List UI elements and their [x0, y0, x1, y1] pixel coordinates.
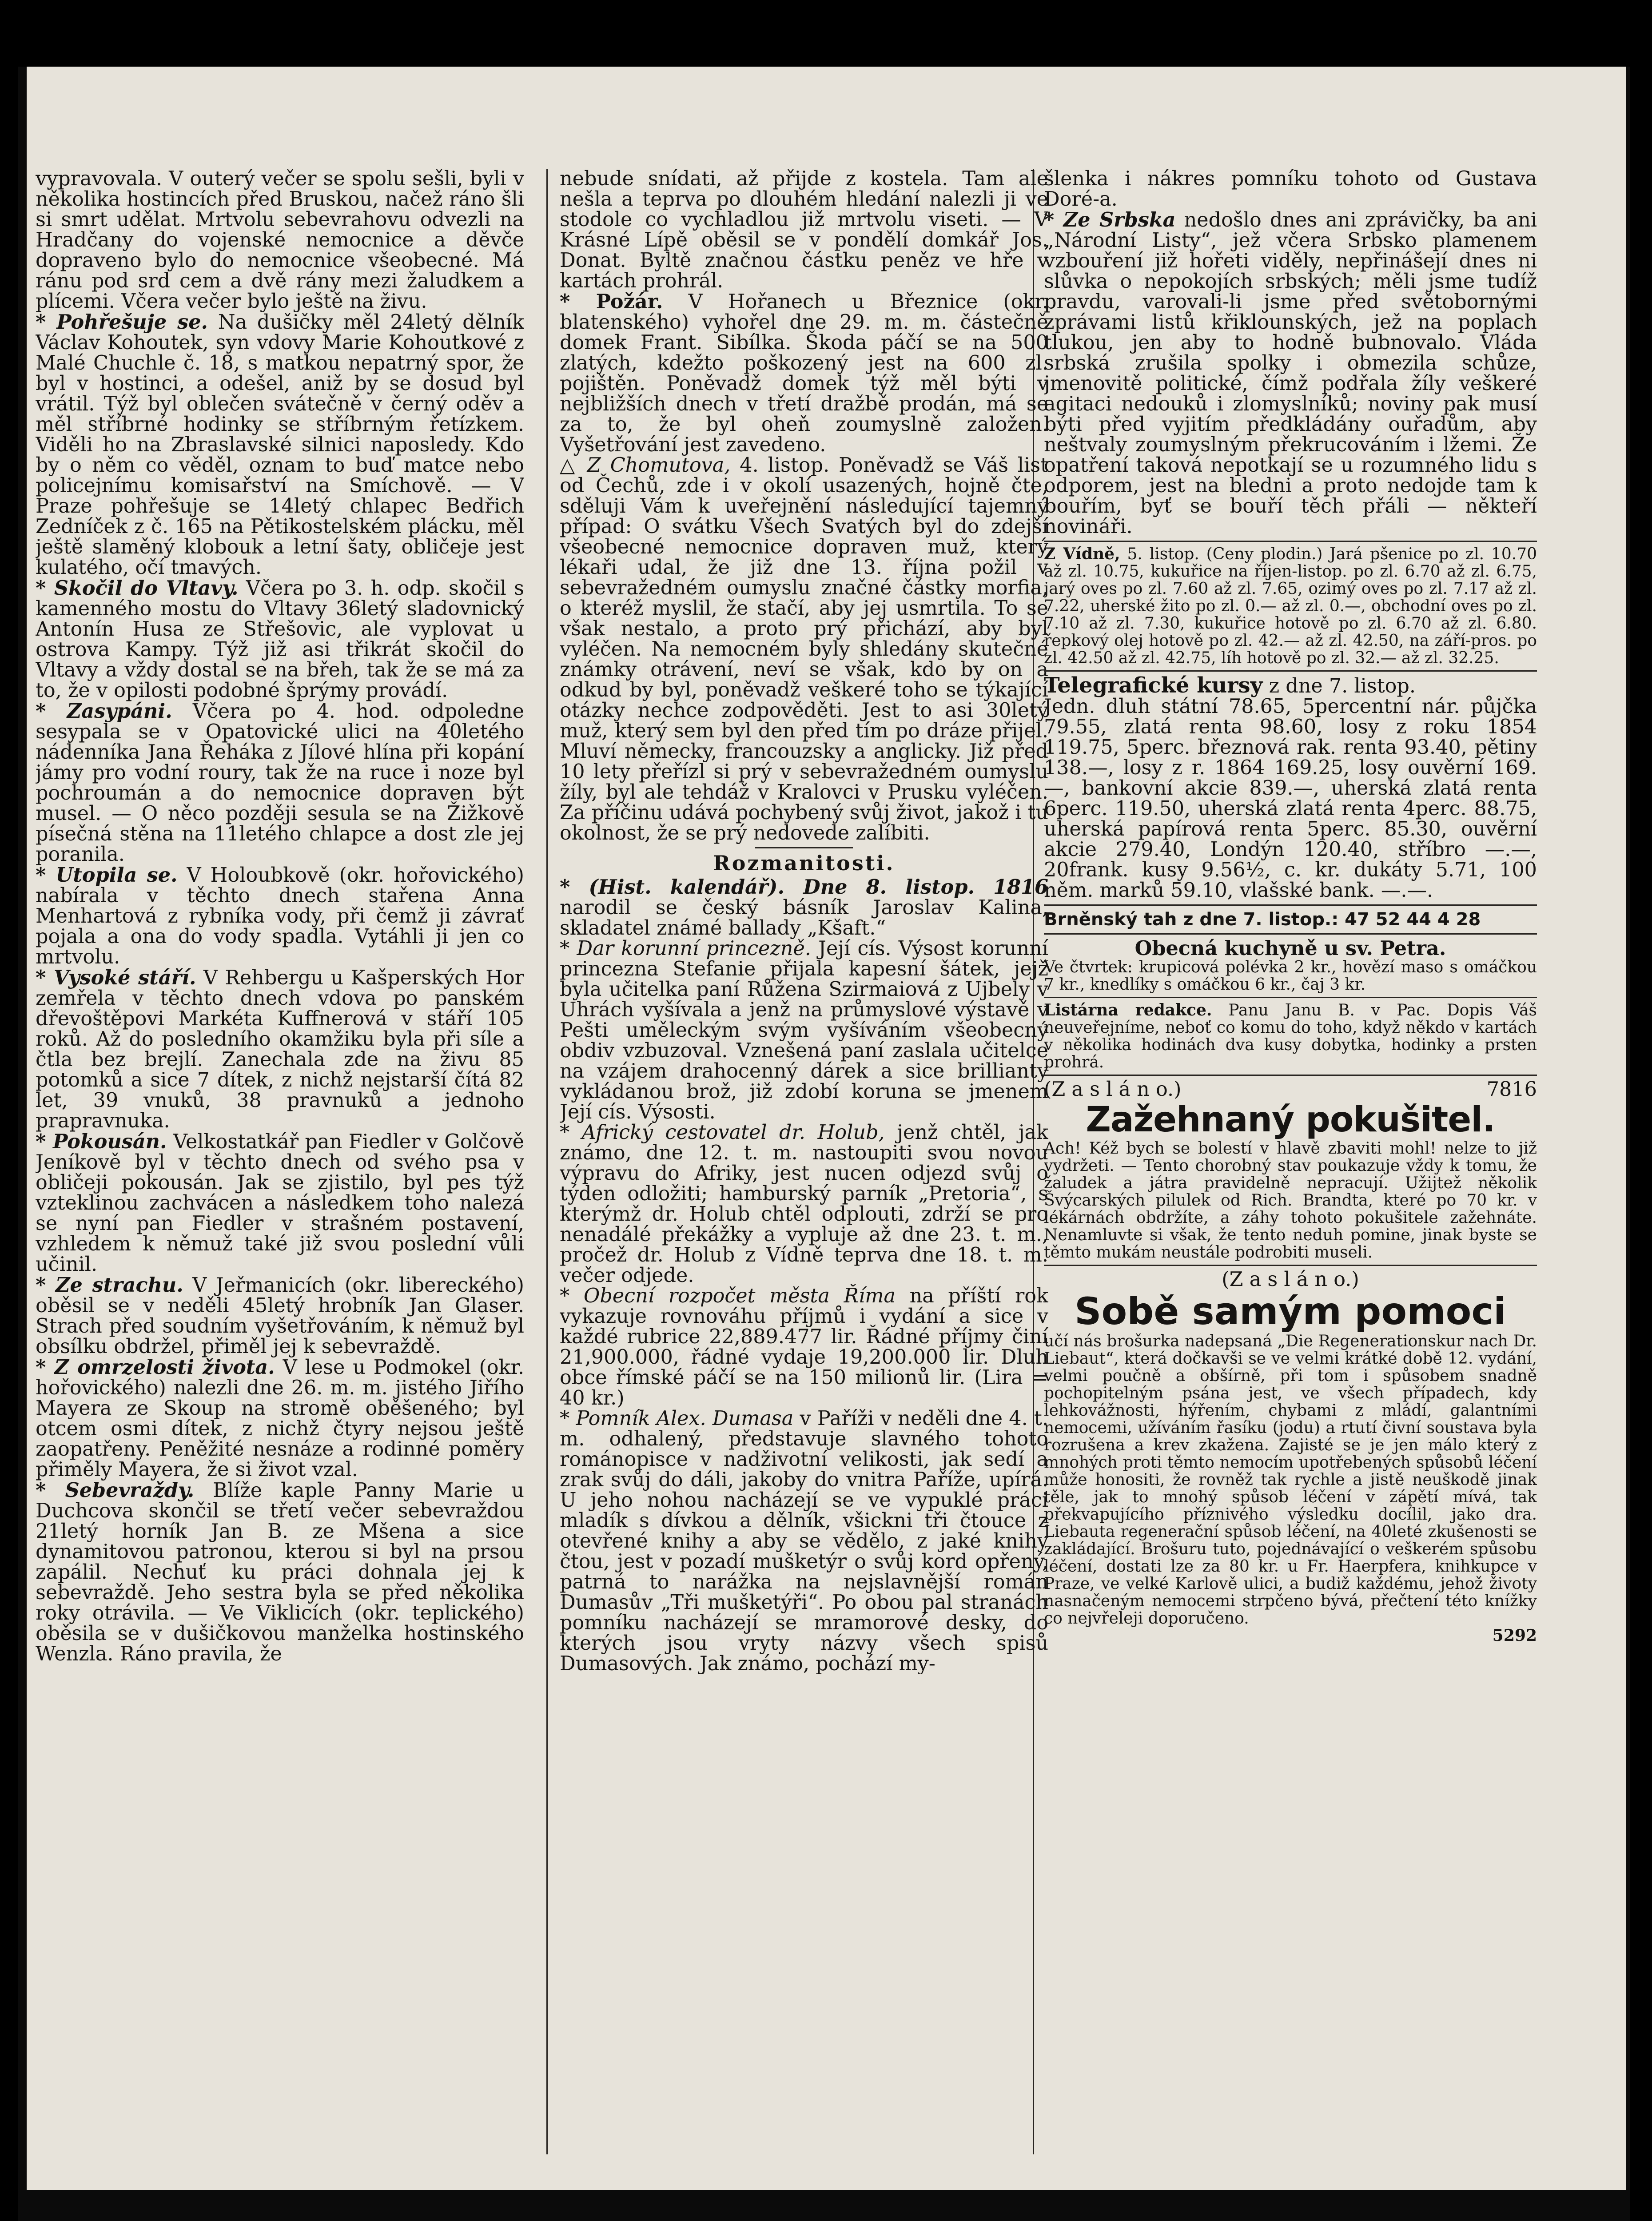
article-lead: * (Hist. kalendář). Dne 8. listop. 1816 — [560, 876, 1048, 899]
ad-text: učí nás brošurka nadepsaná „Die Regenerationskur nach Dr. Liebaut“, která dočkavši se ve velmi krátké době 12. vydání, velmi poučně a obšírně, při tom i spůsobem snadně pochopitelným psána jest, ve všech případech, kdy lehkovážnosti, hýřením, chybami z mládí, galantními nemocemi, užíváním řasíku (jodu) a rtutí čivní soustava byla rozrušena a krev zkažena. Zajisté se je jen málo který z mnohých proti těmto nemocím upotřebených spůsobů léčení může honositi, že rovněž tak rychle a jistě neuškodě jinak těle, jak to mnohý spůsob léčení v zápětí mívá, tak překvapujícího příznivého výsledku docílil, jako dra. Liebauta regenerační spůsob léčení, na 40leté zkušenosti se zakládající. Brošuru tuto, pojednávající o veškerém spůsobu léčení, dostati lze za 80 kr. u Fr. Haerpfera, knihkupce v Praze, ve velké Karlově ulici, a budiž každému, jehož životy nasnačeným nemocemi strpčeno bývá, přečtení této knížky co nejvřeleji doporučeno. — [1044, 1332, 1537, 1628]
section-divider — [1044, 933, 1537, 935]
article-paragraph: * Pomník Alex. Dumasa v Paříži v neděli dne 4. t. m. odhalený, představuje slavného tohoto románopisce v nadživotní velikosti, jak sedí a zrak svůj do dáli, jakoby do vnitra Paříže, upírá. U jeho nohou nacházejí se ve vypuklé práci mladík s dívkou a dělník, všickni tři čtouce z otevřené knihy a aby se vědělo, z jaké knihy čtou, jest v pozadí mušketýr o svůj kord opřený, patrná to narážka na nejslavnější román Dumasův „Tři mušketýři“. Po obou pal stranách pomníku nacházejí se mramorové desky, do kterých jsou vryty názvy všech spisů Dumasových. Jak známo, pochází my- — [560, 1407, 1048, 1674]
article-paragraph: * Sebevraždy. Blíže kaple Panny Marie u Duchcova skončil se třetí večer sebevraždou 21letý horník Jan B. ze Mšena a sice dynamitovou patronou, kterou si byl na prsou zapálil. Nechuť ku práci dohnala jej k sebevraždě. Jeho sestra byla se před několika roky otrávila. — Ve Viklicích (okr. teplického) oběsila se v dušičkovou manželka hostinského Wenzla. Ráno pravila, že — [36, 1479, 524, 1664]
section-heading-rozmanitosti: Rozmanitosti. — [713, 851, 895, 875]
telegraph-header: Telegrafické kursy z dne 7. listop. — [1044, 673, 1416, 698]
kitchen-menu: Ve čtvrtek: krupicová polévka 2 kr., hovězí maso s omáčkou 7 kr., knedlíky s omáčkou 6 kr., čaj 3 kr. — [1044, 958, 1537, 994]
newspaper-page — [27, 67, 1626, 2190]
article-paragraph: * Z omrzelosti života. V lese u Podmokel (okr. hořovického) nalezli dne 26. m. m. jistého Jiřího Mayera ze Skoup na stromě oběšeného; byl otcem osmi dítek, z nichž čtyry nejsou ještě zaopatřeny. Peněžité nesnáze a rodinné poměry přiměly Mayera, že si život vzal. — [36, 1356, 524, 1481]
section-divider — [1044, 541, 1537, 542]
article-paragraph: * Zasypáni. Včera po 4. hod. odpoledne sesypala se v Opatovické ulici na 40letého nádenníka Jana Řeháka z Jílové hlína při kopání jámy pro vodní roury, tak že na ruce i noze byl pochroumán a do nemocnice dopraven být musel. — O něco později sesula se na Žižkově písečná stěna na 11letého chlapce a dost zle jej poranila. — [36, 700, 524, 866]
article-lead: * Vysoké stáří. — [36, 966, 196, 989]
telegraph-rates: Jedn. dluh státní 78.65, 5percentní nár. půjčka 79.55, zlatá renta 98.60, losy z roku 1854 119.75, 5perc. březnová rak. renta 93.40, pětiny 138.—, losy z r. 1864 169.25, losy ouvěrní 169.—, bankovní akcie 839.—, uherská zlatá renta 6perc. 119.50, uherská zlatá renta 4perc. 88.75, uherská papírová renta 5perc. 85.30, ouvěrní akcie 279.40, Londýn 120.40, stříbro —.—, 20frank. kusy 9.56½, c. kr. dukáty 5.71, 100 něm. marků 59.10, vlašské bank. —.—. — [1044, 695, 1537, 902]
lottery-label: Brněnský tah — [1044, 909, 1177, 930]
article-lead: * Skočil do Vltavy. — [36, 577, 239, 600]
article-lead: △ Z Chomutova, — [560, 454, 731, 477]
ad-label: (Z a s l á n o.) — [1222, 1268, 1359, 1291]
ad-title: Zažehnaný pokušitel. — [1086, 1100, 1495, 1140]
article-lead: * Pomník Alex. Dumasa — [560, 1407, 794, 1430]
editorial-notice: Listárna redakce. Panu Janu B. v Pac. Dopis Váš neuveřejníme, neboť co komu do toho, když někdo v kartách v několika hodinách dva kusy dobytka, hodinky a prsten prohrá. — [1044, 1001, 1537, 1071]
editorial-title: Listárna redakce. — [1044, 1001, 1212, 1019]
section-divider — [755, 847, 853, 848]
article-lead: * Sebevraždy. — [36, 1479, 195, 1502]
article-paragraph: šlenka i nákres pomníku tohoto od Gustava Doré-a. — [1044, 169, 1537, 211]
ad-number: 5292 — [1492, 1626, 1537, 1644]
scan-border-top — [0, 0, 1652, 67]
article-paragraph: * Skočil do Vltavy. Včera po 3. h. odp. skočil s kamenného mostu do Vltavy 36letý sladovnický Antonín Husa ze Střešovic, ale vyplovat u ostrova Kampy. Týž již asi třikrát skočil do Vltavy a vždy dostal se na břeh, tak že se má za to, že v opilosti podobné šprýmy provádí. — [36, 577, 524, 702]
article-paragraph: * Ze strachu. V Jeřmanicích (okr. libereckého) oběsil se v neděli 45letý hrobník Jan Glaser. Strach před soudním vyšetřováním, k němuž byl obsílku obdržel, přiměl jej k sebevraždě. — [36, 1274, 524, 1358]
article-lead: * Z omrzelosti života. — [36, 1356, 275, 1379]
kitchen-title: Obecná kuchyně u sv. Petra. — [1135, 937, 1446, 960]
column-left — [36, 169, 524, 1664]
article-paragraph: * Požár. V Hořanech u Březnice (okr. blatenského) vyhořel dne 29. m. m. částečně domek Frant. Sibílka. Škoda páčí se na 500 zlatých, kdežto poškozený jest na 600 zl. pojištěn. Poněvadž domek týž měl býti v nejbližších dnech v třetí dražbě prodán, má se za to, že byl oheň zoumyslně založen. Vyšetřování jest zavedeno. — [560, 290, 1048, 456]
article-paragraph: * Pokousán. Velkostatkář pan Fiedler v Golčově Jeníkově byl v těchto dnech od svého psa v obličeji pokousán. Jak se zjistilo, byl pes týž vzteklinou zachvácen a následkem toho nalezá se nyní pan Fiedler v strašném postavení, vzhledem k němuž také již svou poslední vůli učinil. — [36, 1130, 524, 1276]
ad-header — [1044, 1079, 1537, 1100]
article-lead: * Pokousán. — [36, 1130, 167, 1153]
article-paragraph: * Vysoké stáří. V Rehbergu u Kašperských Hor zemřela v těchto dnech vdova po panském dřevoštěpovi Markéta Kuffnerová v stáří 105 roků. Až do posledního okamžiku byla při síle a čtla bez brejlí. Zanechala zde na živu 85 potomků a sice 7 dítek, z nichž nejstarší čítá 82 let, 39 vnuků, 38 pravnuků a jednoho prapravnuka. — [36, 966, 524, 1132]
article-paragraph: * Dar korunní princezně. Její cís. Výsost korunní princezna Stefanie přijala kapesní šátek, jejž byla učitelka paní Růžena Szirmaiová z Ujbely v Uhrách vyšívala a jenž na průmyslové výstavě v Pešti uměleckým svým vyšíváním všeobecný obdiv vzbuzoval. Vznešená paní zaslala učitelce na vzájem drahocenný dárek a sice brillianty vykládanou brož, již zdobí koruna se jmenem Její cís. Výsosti. — [560, 937, 1048, 1123]
market-prices: Z Vídně, 5. listop. (Ceny plodin.) Jará pšenice po zl. 10.70 až zl. 10.75, kukuřice na říjen-listop. po zl. 6.70 až zl. 6.75, jarý oves po zl. 7.60 až zl. 7.65, ozimý oves po zl. 7.17 až zl. 7.22, uherské žito po zl. 0.— až zl. 0.—, obchodní oves po zl. 7.10 až zl. 7.30, kukuřice hotově po zl. 6.70 až zl. 6.80. řepkový olej hotově po zl. 42.— až zl. 42.50, na září-pros. po zl. 42.50 až zl. 42.75, líh hotově po zl. 32.— až zl. 32.25. — [1044, 545, 1537, 667]
article-paragraph: * Africký cestovatel dr. Holub, jenž chtěl, jak známo, dne 12. t. m. nastoupiti svou novou výpravu do Afriky, jest nucen odjezd svůj o týden odložiti; hamburský parník „Pretoria“, s kterýmž dr. Holub chtěl odplouti, zdrží se pro nenadálé překážky a vypluje až dne 23. t. m., pročež dr. Holub z Vídně teprva dne 18. t. m. večer odjede. — [560, 1121, 1048, 1287]
column-rule — [546, 169, 548, 2154]
article-paragraph: nebude snídati, až přijde z kostela. Tam ale nešla a teprva po dlouhém hledání nalezli ji ve stodole co vychladlou již mrtvolu viseti. — V Krásné Lípě oběsil se v pondělí domkář Jos. Donat. Byltě značnou částku peněz ve hře v kartách prohrál. — [560, 169, 1048, 292]
article-lead: * Ze strachu. — [36, 1274, 183, 1297]
article-lead: * Pohřešuje se. — [36, 310, 208, 334]
section-divider — [1044, 1075, 1537, 1076]
section-divider — [1044, 670, 1537, 672]
scan-border-right — [1630, 0, 1652, 2221]
ad-text: Ach! Kéž bych se bolestí v hlavě zbaviti mohl! nelze to již vydržeti. — Tento chorobný stav poukazuje vždy k tomu, že žaludek a játra pravidelně nepracují. Užijtež několik Švýcarských pilulek od Rich. Brandta, které po 70 kr. v lékárnách obdržíte, a záhy tohoto pokušitele zažehnáte. Nenamluvte si však, že tento neduh pomine, jinak byste se těmto mukám neustále podrobiti museli. — [1044, 1139, 1537, 1262]
article-lead: * Obecní rozpočet města Říma — [560, 1285, 896, 1307]
lottery-numbers: 47 52 44 4 28 — [1345, 909, 1481, 930]
ad-label: (Z a s l á n o.) — [1044, 1078, 1182, 1101]
article-paragraph: * Obecní rozpočet města Říma na příští rok vykazuje rovnováhu příjmů i vydání a sice v každé rubrice 22,889.477 lir. Řádné příjmy činí 21,900.000, řádné vydaje 19,200.000 lir. Dluh obce římské páčí se na 150 milionů lir. (Lira = 40 kr.) — [560, 1285, 1048, 1409]
article-lead: * Dar korunní princezně. — [560, 937, 811, 960]
article-lead: * Požár. — [560, 290, 663, 313]
article-paragraph: * Pohřešuje se. Na dušičky měl 24letý dělník Václav Kohoutek, syn vdovy Marie Kohoutkové z Malé Chuchle č. 18, s matkou nepatrný spor, že byl v hostinci, a odešel, aniž by se dosud byl vrátil. Týž byl oblečen svátečně v černý oděv a měl stříbrné hodinky se stříbrným řetízkem. Viděli ho na Zbraslavské silnici naposledy. Kdo by o něm co věděl, oznam to buď matce nebo policejnímu komisařství na Smíchově. — V Praze pohřešuje se 14letý chlapec Bedřich Zedníček z č. 165 na Pětikostelském plácku, měl ještě slaměný klobouk a letní šaty, obličeje jest kulatého, očí tmavých. — [36, 310, 524, 579]
article-lead: * Africký cestovatel dr. Holub, — [560, 1121, 885, 1144]
column-middle — [560, 169, 1048, 1674]
ad-title: Sobě samým pomoci — [1075, 1290, 1506, 1333]
telegraph-title: Telegrafické kursy — [1044, 673, 1263, 698]
article-paragraph: △ Z Chomutova, 4. listop. Poněvadž se Váš list od Čechů, zde i v okolí usazených, hojně čte, sděluji Vám k uveřejnění následující tajemný případ: O svátku Všech Svatých byl do zdejší všeobecné nemocnice dopraven muž, který lékaři udal, že již dne 13. října požil v sebevražedném oumyslu značné částky morfia, o kteréž myslil, že stačí, aby jej usmrtila. To se však nestalo, a proto prý přichází, aby byl vyléčen. Na nemocném byly shledány skutečné známky otrávení, neví se však, kdo by on a odkud by byl, poněvadž veškeré toho se týkající otázky nechce zodpověděti. Jest to asi 30letý muž, který sem byl den před tím po dráze přijel. Mluví německy, francouzsky a anglicky. Již před 10 lety přeřízl si prý v sebevražedném oumyslu žíly, byl ale tehdáž v Kralovci v Prusku vyléčen. Za příčinu udává pochybený svůj život, jakož i tu okolnost, že se prý nedovede zalíbiti. — [560, 454, 1048, 844]
section-divider — [1044, 997, 1537, 998]
section-divider — [1044, 904, 1537, 906]
lottery-draw: Brněnský tah z dne 7. listop.: 47 52 44 4 28 — [1044, 909, 1481, 930]
section-divider — [1044, 1265, 1537, 1266]
article-lead: * Utopila se. — [36, 864, 178, 887]
market-lead: Z Vídně, — [1044, 545, 1120, 563]
article-paragraph: * (Hist. kalendář). Dne 8. listop. 1816 narodil se český básník Jaroslav Kalina, skladatel známé ballady „Kšaft.“ — [560, 876, 1048, 939]
article-paragraph: * Ze Srbska nedošlo dnes ani zprávičky, ba ani „Národní Listy“, jež včera Srbsko plamenem vzbouření již hořeti viděly, nepřinášejí dnes ni slůvka o nepokojích srbských; měli jsme tudíž pravdu, varovali-li jsme před světobornými zprávami listů křiklounských, jež na poplach tlukou, jen aby to hodně bubnovalo. Vláda srbská zrušila spolky i obmezila schůze, jmenovitě politické, čímž podřala žíly veškeré agitaci nedouků i zlomyslníků; noviny pak musí býti před vyjitím předkládány ouřadům, aby neštvaly zoumyslným překrucováním i lžemi. Že opatření taková nepotkají se u rozumného lidu s odporem, jest na bledni a proto nedojde tam k bouřím, byť se bouří těch přáli — někteří novináři. — [1044, 208, 1537, 538]
scan-border-left — [0, 0, 18, 2221]
article-lead: * Ze Srbska — [1044, 208, 1176, 231]
article-paragraph: vypravovala. V outerý večer se spolu sešli, byli v několika hostincích před Bruskou, načež ráno šli si smrt udělat. Mrtvolu sebevrahovu odvezli na Hradčany do vojenské nemocnice a děvče dopraveno bylo do nemocnice všeobecné. Má ránu pod srd cem a dvě rány mezi žaludkem a plícemi. Včera večer bylo ještě na živu. — [36, 169, 524, 313]
column-right — [1044, 169, 1537, 1644]
article-lead: * Zasypáni. — [36, 700, 172, 723]
ad-number: 7816 — [1486, 1078, 1537, 1101]
article-paragraph: * Utopila se. V Holoubkově (okr. hořovického) nabírala v těchto dnech stařena Anna Menhartová z rybníka vody, při čemž ji závrať pojala a ona do vody spadla. Vytáhli ji jen co mrtvolu. — [36, 864, 524, 968]
